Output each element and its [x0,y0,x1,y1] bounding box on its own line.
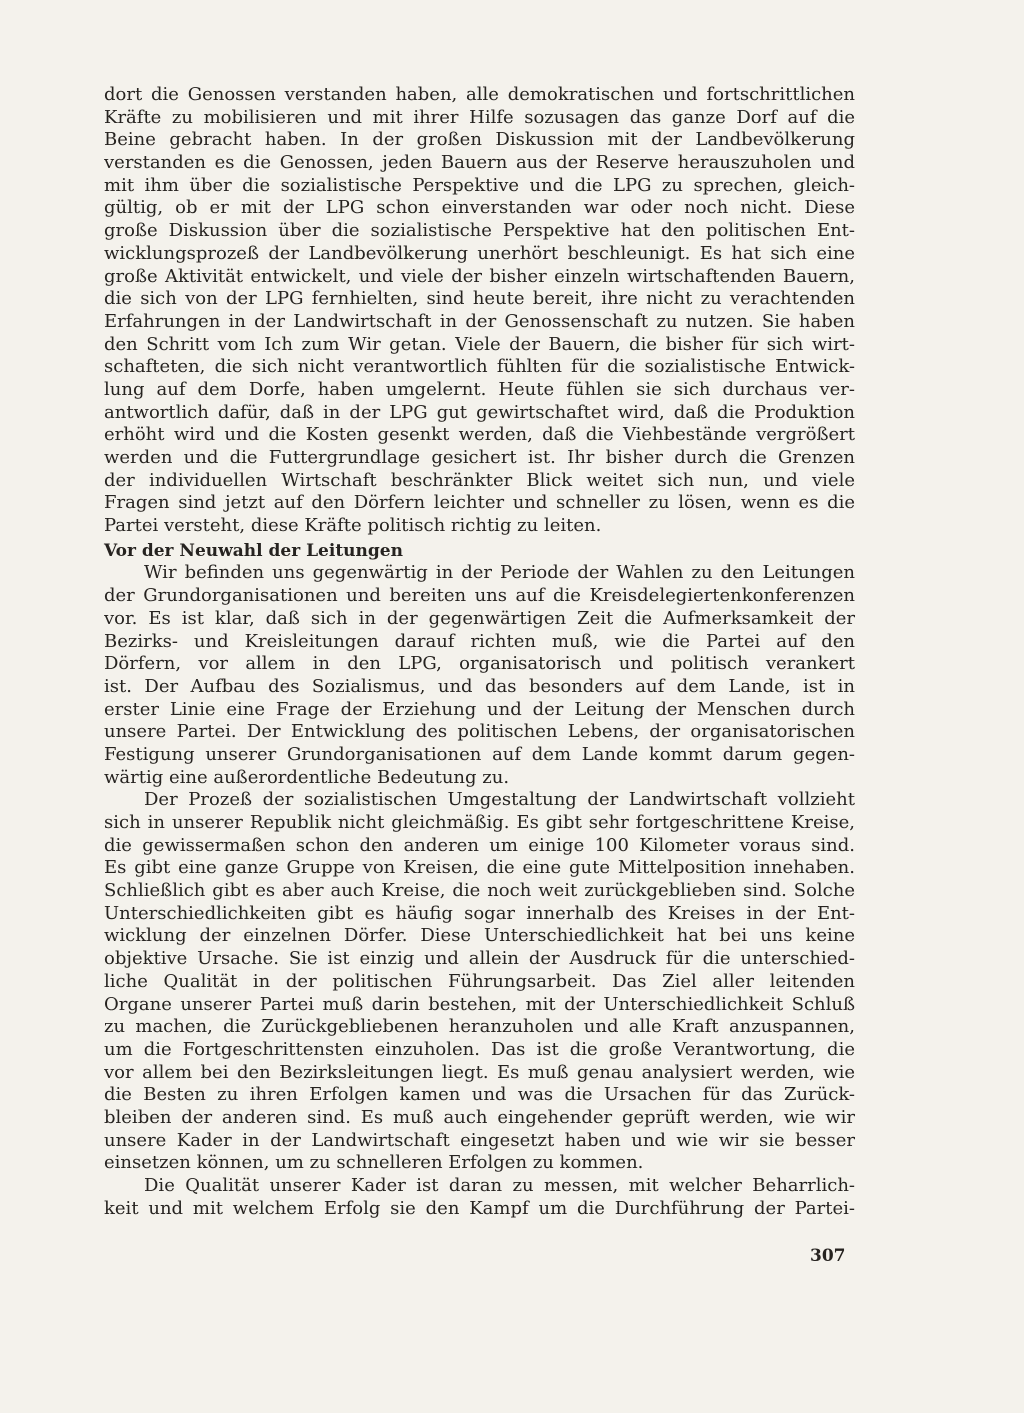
text-line: lung auf dem Dorfe, haben umgelernt. Heute fühlen sie sich durchaus ver- [104,378,855,400]
text-line: schafteten, die sich nicht verantwortlich fühlten für die sozialistische Entwick- [104,356,855,378]
text-line: keit und mit welchem Erfolg sie den Kampf um die Durchführung der Partei- [104,1197,855,1219]
text-line: sich in unserer Republik nicht gleichmäßig. Es gibt sehr fortgeschrittene Kreise, [104,812,855,833]
text-line: gültig, ob er mit der LPG schon einverstanden war oder noch nicht. Diese [104,197,855,219]
page-number: 307 [810,1246,846,1266]
paragraph-3 [104,789,855,1175]
paragraph-1 [104,84,855,538]
text-line: um die Fortgeschrittensten einzuholen. Das ist die große Verantwortung, die [104,1038,855,1060]
text-line: mit ihm über die sozialistische Perspektive und die LPG zu sprechen, gleich- [104,174,855,196]
text-line: Die Qualität unserer Kader ist daran zu messen, mit welcher Beharrlich- [144,1175,855,1196]
text-line: objektive Ursache. Sie ist einzig und allein der Ausdruck für die unterschied- [104,948,855,970]
text-line: Fragen sind jetzt auf den Dörfern leichter und schneller zu lösen, wenn es die [104,492,855,514]
text-line: werden und die Futtergrundlage gesichert ist. Ihr bisher durch die Grenzen [104,447,855,468]
text-line: wicklungsprozeß der Landbevölkerung unerhört beschleunigt. Es hat sich eine [104,242,855,264]
text-line: Partei versteht, diese Kräfte politisch richtig zu leiten. [104,515,602,537]
text-line: den Schritt vom Ich zum Wir getan. Viele der Bauern, die bisher für sich wirt- [104,333,855,355]
paragraph-4 [104,1175,855,1220]
text-line: Wir befinden uns gegenwärtig in der Periode der Wahlen zu den Leitungen [144,562,855,584]
text-line: unsere Kader in der Landwirtschaft eingesetzt haben und wie wir sie besser [104,1129,855,1151]
text-line: Bezirks- und Kreisleitungen darauf richten muß, wie die Partei auf den [104,630,855,652]
text-line: verstanden es die Genossen, jeden Bauern aus der Reserve herauszuholen und [104,152,855,174]
text-line: große Aktivität entwickelt, und viele der bisher einzeln wirtschaftenden Bauern, [104,265,855,287]
section-heading: Vor der Neuwahl der Leitungen [104,540,403,561]
text-line: antwortlich dafür, daß in der LPG gut gewirtschaftet wird, daß die Produktion [104,401,855,423]
text-line: Erfahrungen in der Landwirtschaft in der Genossenschaft zu nutzen. Sie haben [104,310,855,332]
text-line: Es gibt eine ganze Gruppe von Kreisen, die eine gute Mittelposition innehaben. [104,857,855,879]
text-line: wicklung der einzelnen Dörfer. Diese Unterschiedlichkeit hat bei uns keine [104,925,855,947]
text-line: dort die Genossen verstanden haben, alle demokratischen und fortschrittlichen [104,84,855,105]
text-line: Festigung unserer Grundorganisationen auf dem Lande kommt darum gegen- [104,743,855,765]
text-line: unsere Partei. Der Entwicklung des politischen Lebens, der organisatorischen [104,721,855,743]
text-line: liche Qualität in der politischen Führungsarbeit. Das Ziel aller leitenden [104,970,855,992]
text-line: Schließlich gibt es aber auch Kreise, die noch weit zurückgeblieben sind. Solche [104,880,855,902]
text-line: Unterschiedlichkeiten gibt es häufig sogar innerhalb des Kreises in der Ent- [104,902,855,924]
text-line: wärtig eine außerordentliche Bedeutung zu. [104,766,510,788]
text-line: die gewissermaßen schon den anderen um einige 100 Kilometer voraus sind. [104,834,855,856]
text-line: Der Prozeß der sozialistischen Umgestaltung der Landwirtschaft vollzieht [144,789,855,811]
text-line: erster Linie eine Frage der Erziehung und der Leitung der Menschen durch [104,698,855,720]
text-line: Beine gebracht haben. In der großen Diskussion mit der Landbevölkerung [104,129,855,151]
text-line: die Besten zu ihren Erfolgen kamen und was die Ursachen für das Zurück- [104,1084,855,1106]
text-line: die sich von der LPG fernhielten, sind heute bereit, ihre nicht zu verachtenden [104,288,855,310]
text-line: ist. Der Aufbau des Sozialismus, und das besonders auf dem Lande, ist in [104,675,855,697]
text-line: einsetzen können, um zu schnelleren Erfolgen zu kommen. [104,1152,644,1174]
text-line: bleiben der anderen sind. Es muß auch eingehender geprüft werden, wie wir [104,1106,855,1128]
text-line: Dörfern, vor allem in den LPG, organisatorisch und politisch verankert [104,653,855,675]
text-line: der Grundorganisationen und bereiten uns auf die Kreisdelegiertenkonferenzen [104,585,855,607]
paragraph-2 [104,562,855,789]
text-line: Kräfte zu mobilisieren und mit ihrer Hilfe sozusagen das ganze Dorf auf die [104,106,855,128]
text-line: erhöht wird und die Kosten gesenkt werden, daß die Viehbestände vergrößert [104,424,855,446]
text-line: vor. Es ist klar, daß sich in der gegenwärtigen Zeit die Aufmerksamkeit der [104,607,855,629]
text-line: vor allem bei den Bezirksleitungen liegt. Es muß genau analysiert werden, wie [104,1061,855,1083]
text-line: Organe unserer Partei muß darin bestehen, mit der Unterschiedlichkeit Schluß [104,993,855,1015]
text-line: zu machen, die Zurückgebliebenen heranzuholen und alle Kraft anzuspannen, [104,1016,855,1038]
text-line: der individuellen Wirtschaft beschränkter Blick weitet sich nun, und viele [104,469,855,491]
text-column [104,84,855,1220]
text-line: große Diskussion über die sozialistische Perspektive hat den politischen Ent- [104,220,855,242]
